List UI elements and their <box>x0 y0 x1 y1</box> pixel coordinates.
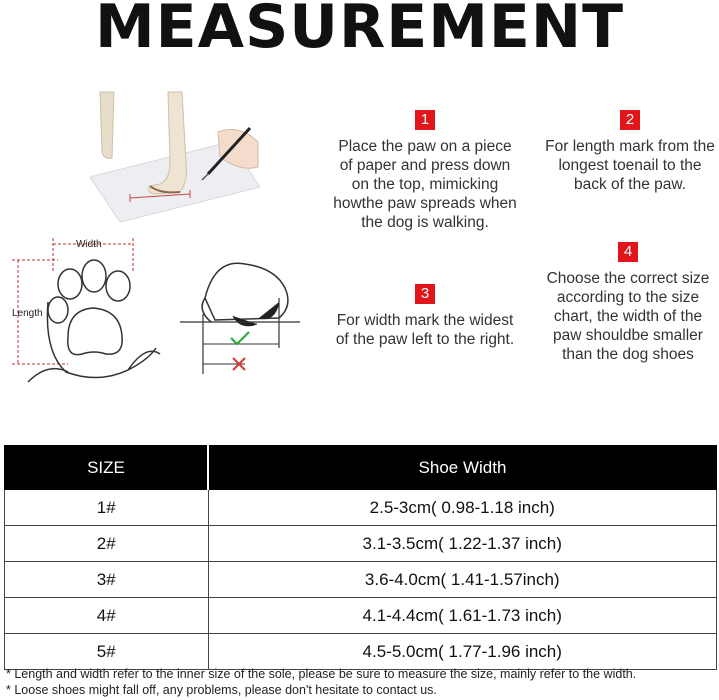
table-row <box>5 526 717 562</box>
step-text: Place the paw on a piece of paper and press down on the top, mimicking howthe paw spreads when the dog is walking. <box>333 138 517 231</box>
paw-measurement-diagram <box>8 232 168 392</box>
paw-width-check-diagram <box>175 258 305 383</box>
footnote-measure: * Length and width refer to the inner size of the sole, please be sure to measure the size, mainly refer to the width. <box>6 667 637 681</box>
page-title: MEASUREMENT <box>94 0 625 62</box>
table-row <box>5 598 717 634</box>
step-number-badge: 3 <box>415 284 435 304</box>
step-text: Choose the correct size according to the size chart, the width of the paw shouldbe smaller than the dog shoes <box>546 270 710 363</box>
footnote-loose: * Loose shoes might fall off, any problems, please don't hesitate to contact us. <box>6 683 437 697</box>
width-cell: 3.6-4.0cm( 1.41-1.57inch) <box>208 562 717 598</box>
step-4 <box>538 242 718 364</box>
step-text: For width mark the widest of the paw left to the right. <box>335 312 515 348</box>
width-cell: 4.1-4.4cm( 1.61-1.73 inch) <box>208 598 717 634</box>
table-header-row <box>5 446 717 490</box>
step-number-badge: 1 <box>415 110 435 130</box>
table-row <box>5 562 717 598</box>
table-row <box>5 634 717 670</box>
table-row <box>5 490 717 526</box>
step-3 <box>330 284 520 349</box>
step-text: For length mark from the longest toenail to the back of the paw. <box>545 138 715 193</box>
size-column-header: SIZE <box>5 446 209 490</box>
step-2 <box>545 110 715 194</box>
size-cell: 3# <box>5 562 209 598</box>
length-label: Length <box>12 308 43 319</box>
width-cell: 4.5-5.0cm( 1.77-1.96 inch) <box>208 634 717 670</box>
size-cell: 5# <box>5 634 209 670</box>
size-cell: 1# <box>5 490 209 526</box>
size-cell: 2# <box>5 526 209 562</box>
size-cell: 4# <box>5 598 209 634</box>
width-cell: 3.1-3.5cm( 1.22-1.37 inch) <box>208 526 717 562</box>
width-cell: 2.5-3cm( 0.98-1.18 inch) <box>208 490 717 526</box>
shoe-width-column-header: Shoe Width <box>208 446 717 490</box>
check-icon <box>231 332 249 344</box>
step-number-badge: 2 <box>620 110 640 130</box>
step-1 <box>330 110 520 232</box>
step-number-badge: 4 <box>618 242 638 262</box>
size-chart-table <box>4 445 717 670</box>
paw-on-paper-illustration <box>90 82 260 222</box>
width-label: Width <box>76 239 102 250</box>
